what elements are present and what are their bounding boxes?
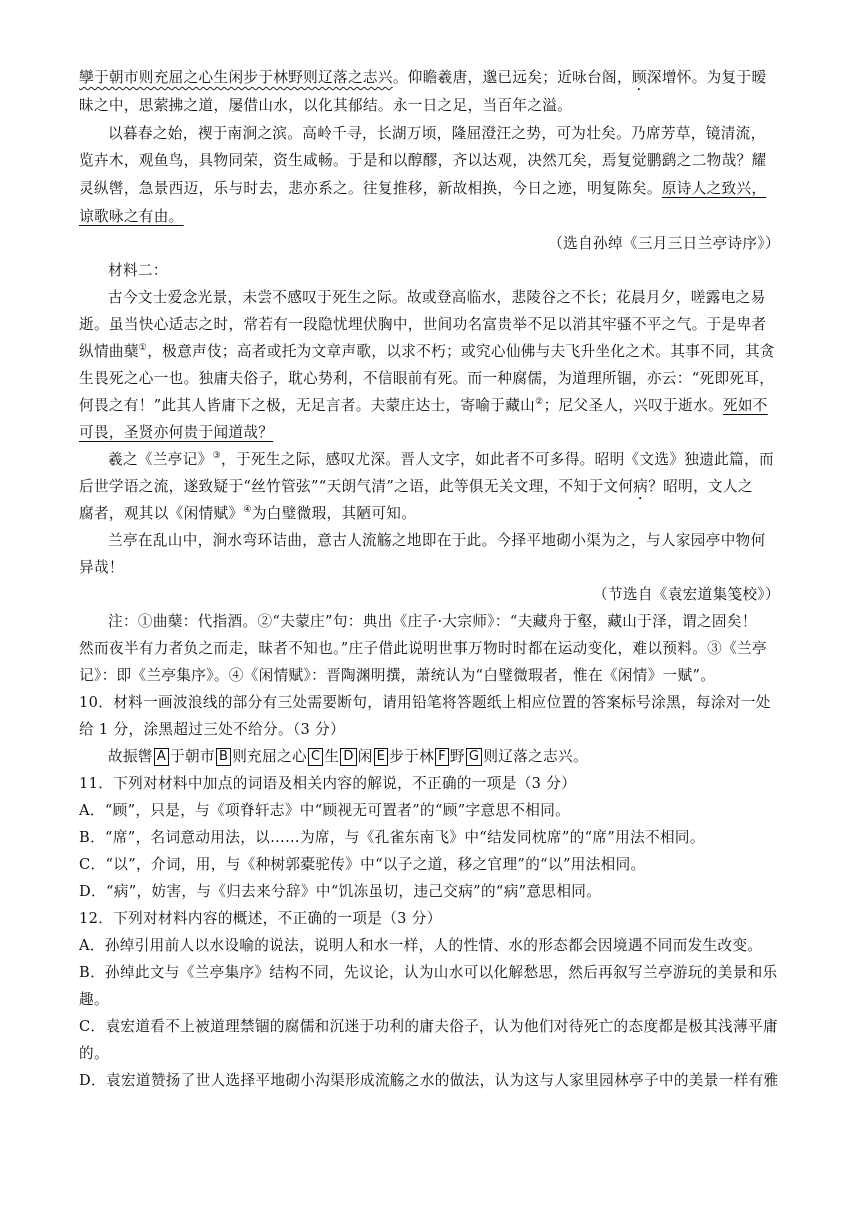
passage1-line-4: 览卉木，观鱼鸟，具物同荣，资生咸畅。于是和以醇醪，齐以达观，决然兀矣，焉复觉鹏鹞之二物哉？耀: [79, 152, 767, 169]
q11-option-d[interactable]: D．“病”，妨害，与《归去来兮辞》中“饥冻虽切，违己交病”的“病”意思相同。: [79, 883, 602, 900]
answer-box-g[interactable]: G: [466, 748, 482, 766]
underlined-sentence-1-end: 谅歌咏之有由。: [79, 208, 184, 225]
passage2-line-11: 异哉！: [79, 559, 124, 576]
passage1-line-1: 孿于朝市则充屈之心生闲步于林野则辽落之志兴。仰瞻羲唐，邈已远矣；近咏台阁，顾深增怀。为复于暧: [79, 69, 767, 86]
notes-line-3: 记》：即《兰亭集序》。④《闲情赋》：晋陶渊明撰，萧统认为“白璧微瑕者，惟在《闲情》一赋”。: [79, 667, 716, 684]
q12-option-c-line-1[interactable]: C．袁宏道看不上被道理禁锢的腐儒和沉迷于功利的庸夫俗子，认为他们对待死亡的态度都是极其浅薄平庸: [79, 1018, 778, 1035]
q12-option-c-line-2[interactable]: 的。: [79, 1045, 109, 1062]
passage2-line-1: 古今文士爱念光景，未尝不感叹于死生之际。故或登高临水，悲陵谷之不长；花晨月夕，嗟露电之易: [108, 289, 766, 306]
passage2-heading: 材料二：: [108, 262, 168, 279]
passage1-line-6: [79, 204, 184, 230]
underlined-sentence-1: 原诗人之致兴，: [661, 180, 767, 197]
q12-option-a[interactable]: A．孙绰引用前人以水设喻的说法，说明人和水一样，人的性情、水的形态都会因境遇不同而发生改变。: [79, 937, 763, 954]
q11-option-c[interactable]: C．“以”，介词，用，与《种树郭橐驼传》中“以子之道，移之官理”的“以”用法相同。: [79, 856, 646, 873]
passage2-line-8: 后世学语之流，遂致疑于“丝竹管弦”“天朗气清”之语，此等俱无关文理，不知于文何病？昭明，文人之: [79, 478, 753, 495]
passage2-line-5: 何畏之有！”此其人皆庸下之极，无足言者。夫蒙庄达士，寄喻于藏山②；尼父圣人，兴叹于逝水。死如不: [79, 397, 768, 414]
q12-option-d-line-1[interactable]: D．袁宏道赞扬了世人选择平地砌小沟渠形成流觞之水的做法，认为这与人家里园林亭子中的美景一样有雅: [79, 1072, 779, 1089]
passage1-line-2: 昧之中，思萦拂之道，屡借山水，以化其郁结。永一日之足，当百年之溢。: [79, 97, 573, 114]
passage2-line-3: 纵情曲蘖①，极意声伎；高者或托为文章声歌，以求不朽；或究心仙佛与夫飞升坐化之术。其事不同，其贪: [79, 343, 775, 360]
q10-sentence: 故振辔 A 于朝市 B 则充屈之心 C 生 D 闲 E 步于林 F 野 G 则辽落之志兴。: [108, 748, 588, 765]
note-mark-3: ③: [212, 451, 222, 461]
q10-stem-line-1: 10．材料一画波浪线的部分有三处需要断句，请用铅笔将答题纸上相应位置的答案标号涂黑，每涂对一处: [79, 694, 771, 711]
passage2-line-2: 逝。虽当快心适志之时，常若有一段隐忧埋伏胸中，世间功名富贵举不足以消其牢骚不平之气。于是卑者: [79, 316, 767, 333]
dotted-word-gu: 顾: [631, 69, 647, 86]
underlined-sentence-2: 死如不: [722, 397, 768, 414]
underlined-sentence-2-end: 可畏，圣贤亦何贵于闻道哉？: [79, 424, 274, 441]
answer-box-e[interactable]: E: [374, 748, 389, 766]
passage2-line-10: 兰亭在乱山中，涧水弯环诘曲，意古人流觞之地即在于此。今择平地砌小渠为之，与人家园亭中物何: [108, 532, 766, 549]
note-mark-4: ④: [243, 505, 252, 515]
notes-line-2: 然而夜半有力者负之而走，昧者不知也。”庄子借此说明世事万物时时都在运动变化，难以预料。③《兰亭: [79, 640, 767, 657]
q12-option-b-line-2[interactable]: 趣。: [79, 991, 109, 1008]
notes-line-1: 注：①曲蘖：代指酒。②“夫蒙庄”句：典出《庄子·大宗师》：“夫藏舟于壑，藏山于泽，谓之固矣！: [108, 613, 757, 630]
passage1-line-5: 灵纵辔，急景西迈，乐与时去，悲亦系之。往复推移，新故相换，今日之迹，明复陈矣。原诗人之致兴，: [79, 180, 767, 197]
wavy-underlined-sentence: 孿于朝市则充屈之心生闲步于林野则辽落之志兴: [79, 69, 393, 86]
answer-box-f[interactable]: F: [435, 748, 449, 766]
passage2-line-6: [79, 420, 273, 446]
answer-box-d[interactable]: D: [340, 748, 356, 766]
q11-stem: 11．下列对材料中加点的词语及相关内容的解说，不正确的一项是（3 分）: [79, 775, 577, 792]
q12-stem: 12．下列对材料内容的概述，不正确的一项是（3 分）: [79, 910, 442, 927]
q10-stem-line-2: 给 1 分，涂黑超过三处不给分。（3 分）: [79, 721, 346, 738]
passage2-line-7: 羲之《兰亭记》③，于死生之际，感叹尤深。晋人文字，如此者不可多得。昭明《文选》独遗此篇，而: [108, 451, 774, 468]
answer-box-b[interactable]: B: [216, 748, 231, 766]
answer-box-c[interactable]: C: [308, 748, 323, 766]
passage2-line-4: 生畏死之心一也。独庸夫俗子，耽心势利，不信眼前有死。而一种腐儒，为道理所锢，亦云：“死即死耳，: [79, 370, 775, 387]
passage2-line-9: 腐者，观其以《闲情赋》④为白璧微瑕，其陋可知。: [79, 505, 417, 522]
passage1-line-3: 以暮春之始，禊于南涧之滨。高岭千寻，长湖万顷，隆屈澄汪之势，可为壮矣。乃席芳草，镜清流，: [108, 125, 766, 142]
q12-option-b-line-1[interactable]: B．孙绰此文与《兰亭集序》结构不同，先议论，认为山水可以化解愁思，然后再叙写兰亭游玩的美景和乐: [79, 964, 778, 981]
passage2-source: （节选自《袁宏道集笺校》）: [593, 586, 780, 603]
passage1-source: （选自孙绰《三月三日兰亭诗序》）: [548, 235, 780, 252]
note-mark-2: ②: [535, 397, 544, 407]
q11-option-a[interactable]: A．“顾”，只是，与《项脊轩志》中“顾视无可置者”的“顾”字意思不相同。: [79, 802, 571, 819]
dotted-word-bing: 病: [633, 478, 649, 495]
q11-option-b[interactable]: B．“席”，名词意动用法，以……为席，与《孔雀东南飞》中“结发同枕席”的“席”用法不相同。: [79, 829, 705, 846]
answer-box-a[interactable]: A: [154, 748, 169, 766]
note-mark-1: ①: [138, 343, 148, 353]
